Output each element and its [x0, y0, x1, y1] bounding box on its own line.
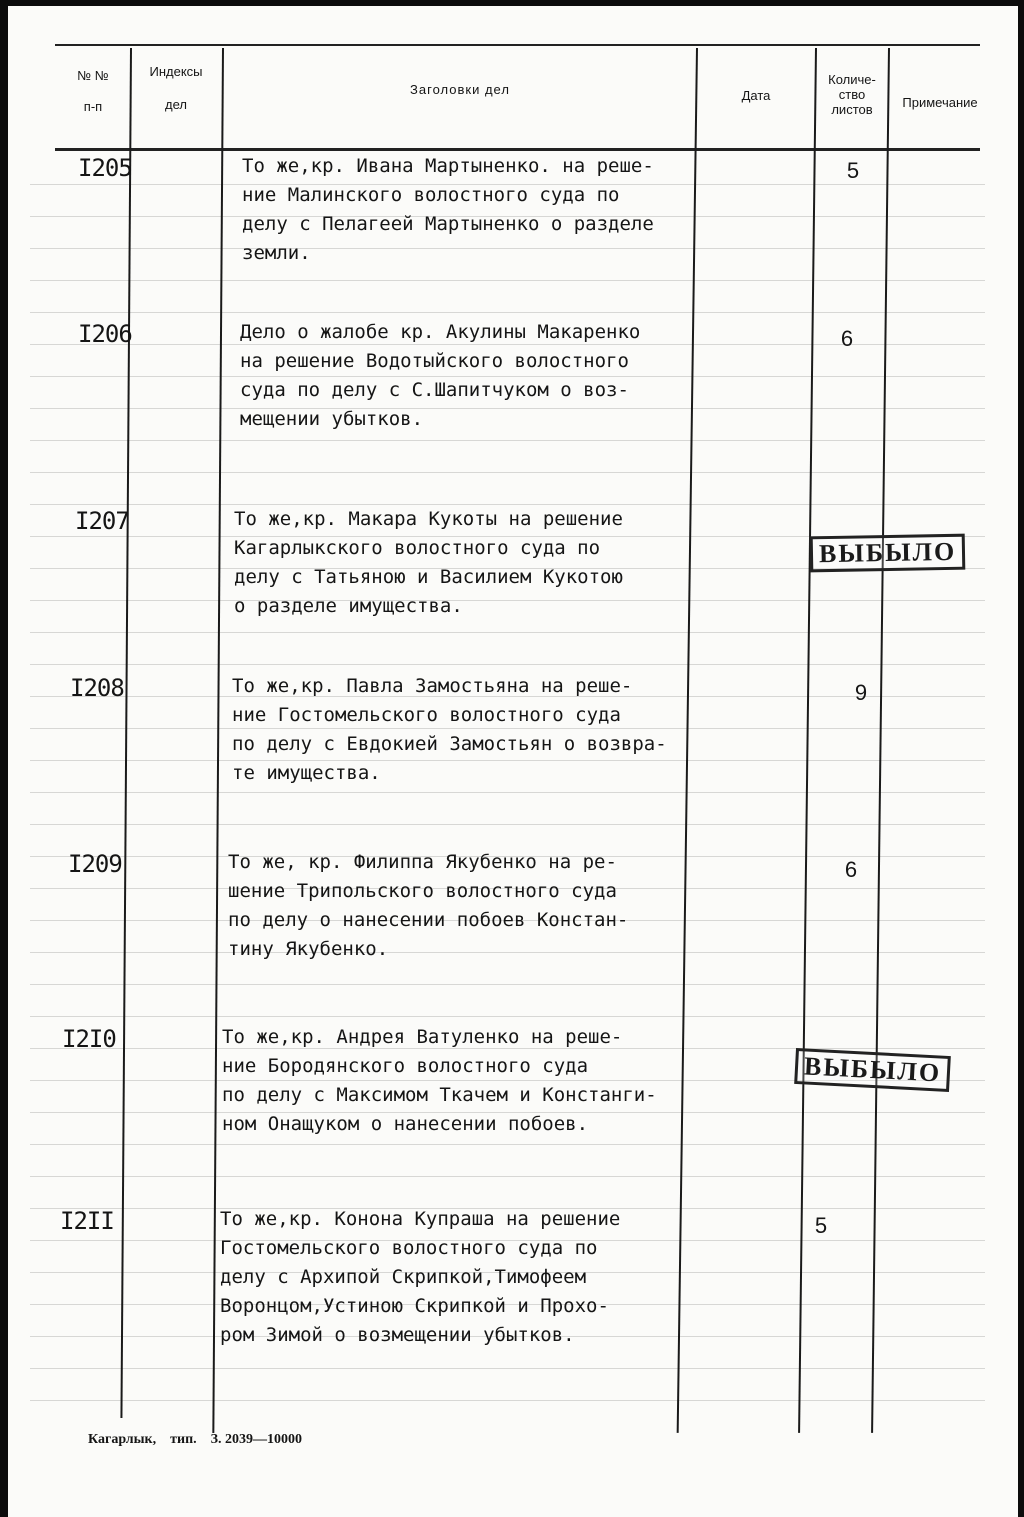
entry-sheet-count: 6 — [840, 326, 854, 351]
withdrawn-stamp: ВЫБЫЛО — [810, 534, 966, 573]
entry-title-line: То же,кр. Андрея Ватуленко на реше- — [222, 1026, 623, 1048]
entry-title-line: шение Трипольского волостного суда — [228, 880, 617, 902]
header-date: Дата — [741, 88, 771, 103]
entry-title-line: ние Гостомельского волостного суда — [232, 704, 621, 726]
header-number — [58, 68, 128, 114]
ruled-line — [30, 824, 985, 825]
entry-title — [234, 505, 623, 621]
ruled-line — [30, 1144, 985, 1145]
entry-title — [240, 318, 640, 434]
imprint-order: З. 2039—10000 — [210, 1432, 303, 1447]
col-divider-5 — [871, 48, 890, 1433]
entry-sheet-count: 5 — [846, 158, 860, 183]
entry-number: I2II — [60, 1207, 114, 1235]
entry-title-line: То же,кр. Павла Замостьяна на реше- — [232, 675, 633, 697]
header-top-rule — [55, 44, 980, 46]
header-title: Заголовки дел — [410, 82, 510, 97]
header-note: Примечание — [902, 95, 978, 110]
entry-title — [232, 672, 667, 788]
entry-number: I207 — [75, 507, 129, 535]
entry-title-line: То же, кр. Филиппа Якубенко на ре- — [228, 851, 617, 873]
entry-title — [220, 1205, 620, 1350]
entry-sheet-count: 9 — [854, 680, 868, 705]
header-bottom-rule — [55, 148, 980, 151]
entry-number: I206 — [78, 320, 132, 348]
entry-title-line: ние Бородянского волостного суда — [222, 1055, 589, 1077]
entry-title-line: То же,кр. Макара Кукоты на решение — [234, 508, 623, 530]
entry-number: I208 — [70, 674, 124, 702]
scan-edge-left — [0, 0, 8, 1517]
scan-edge-right — [1018, 0, 1024, 1517]
header-number-label: № № — [77, 68, 109, 83]
entry-title-line: То же,кр. Ивана Мартыненко. на реше- — [242, 155, 654, 177]
printer-imprint — [88, 1432, 316, 1448]
ruled-line — [30, 1016, 985, 1017]
entry-title-line: делу с Татьяною и Василием Кукотою — [234, 566, 623, 588]
entry-title — [228, 848, 628, 964]
entry-number: I2I0 — [62, 1025, 116, 1053]
entry-title-line: ние Малинского волостного суда по — [242, 184, 620, 206]
entry-title-line: по делу с Максимом Ткачем и Констанги- — [222, 1084, 657, 1106]
header-number-sub: п-п — [83, 99, 103, 114]
entry-title-line: ром Зимой о возмещении убытков. — [220, 1324, 575, 1346]
entry-number: I205 — [78, 154, 132, 182]
entry-sheet-count: 5 — [814, 1213, 828, 1238]
imprint-place: Кагарлык, — [88, 1432, 157, 1447]
ruled-line — [30, 1400, 985, 1401]
entry-title-line: по делу о нанесении побоев Констан- — [228, 909, 629, 931]
header-index-sub: дел — [165, 97, 187, 112]
ruled-line — [30, 472, 985, 473]
header-index-label: Индексы — [149, 64, 203, 79]
imprint-printer: тип. — [170, 1432, 197, 1447]
ruled-line — [30, 664, 985, 665]
entry-title-line: суда по делу с С.Шапитчуком о воз- — [240, 379, 629, 401]
entry-title-line: То же,кр. Конона Купраша на решение — [220, 1208, 621, 1230]
col-divider-1 — [120, 48, 132, 1418]
entry-sheet-count: 6 — [844, 857, 858, 882]
ruled-line — [30, 1368, 985, 1369]
entry-title-line: те имущества. — [232, 762, 381, 784]
ruled-line — [30, 984, 985, 985]
ruled-line — [30, 440, 985, 441]
entry-title-line: делу с Архипой Скрипкой,Тимофеем — [220, 1266, 587, 1288]
ruled-line — [30, 280, 985, 281]
col-divider-3 — [677, 48, 698, 1433]
entry-title-line: мещении убытков. — [240, 408, 424, 430]
entry-title — [222, 1023, 657, 1139]
entry-title-line: тину Якубенко. — [228, 938, 389, 960]
entry-number: I209 — [68, 850, 122, 878]
entry-title-line: по делу с Евдокией Замостьян о возвра- — [232, 733, 667, 755]
entry-title — [242, 152, 654, 268]
ruled-line — [30, 312, 985, 313]
ruled-line — [30, 792, 985, 793]
ruled-line — [30, 1176, 985, 1177]
entry-title-line: на решение Водотыйского волостного — [240, 350, 629, 372]
entry-title-line: земли. — [242, 242, 311, 264]
header-index — [132, 64, 220, 112]
entry-title-line: Воронцом,Устиною Скрипкой и Прохо- — [220, 1295, 609, 1317]
withdrawn-stamp: ВЫБЫЛО — [794, 1048, 951, 1092]
entry-title-line: Гостомельского волостного суда по — [220, 1237, 598, 1259]
header-sheets: Количе- ство листов — [828, 72, 876, 117]
scan-edge-top — [0, 0, 1024, 6]
ruled-line — [30, 632, 985, 633]
entry-title-line: ном Онащуком о нанесении побоев. — [222, 1113, 589, 1135]
entry-title-line: делу с Пелагеей Мартыненко о разделе — [242, 213, 654, 235]
entry-title-line: Кагарлыкского волостного суда по — [234, 537, 601, 559]
entry-title-line: о разделе имущества. — [234, 595, 463, 617]
entry-title-line: Дело о жалобе кр. Акулины Макаренко — [240, 321, 641, 343]
